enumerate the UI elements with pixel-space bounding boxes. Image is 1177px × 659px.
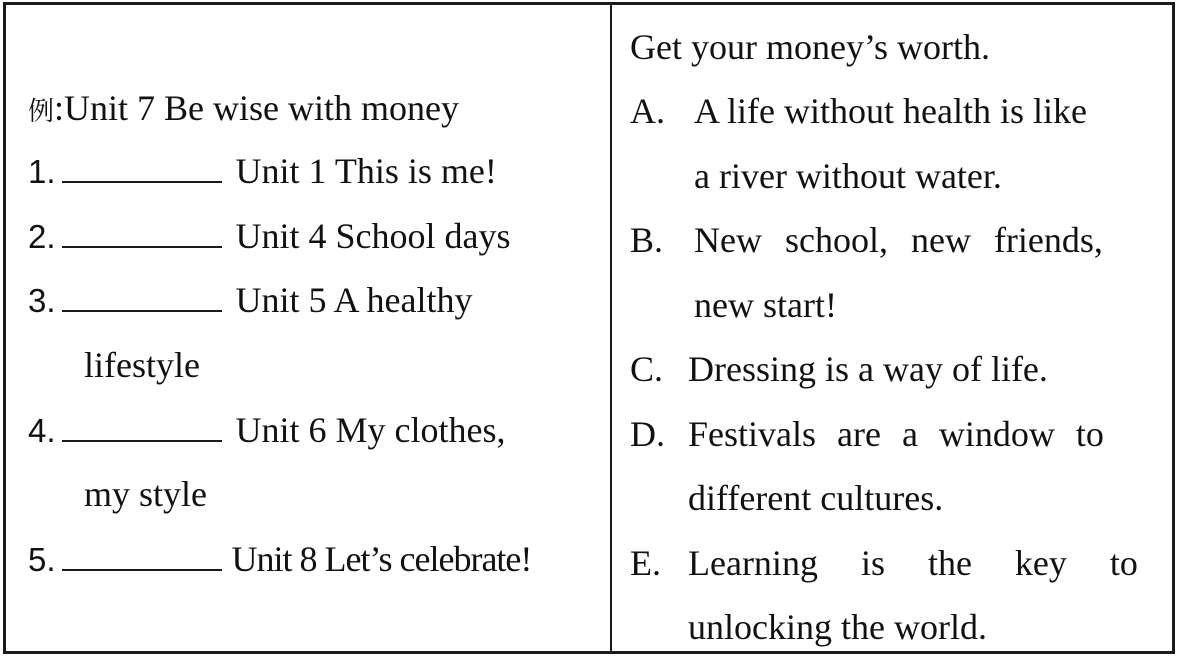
answer-blank-5[interactable] <box>62 539 222 571</box>
option-text: A life without health is like <box>694 91 1087 131</box>
item-number: 1. <box>28 153 56 190</box>
item-row-2 <box>28 216 511 257</box>
example-unit: Unit 7 Be wise with money <box>64 88 459 128</box>
item-row-4 <box>28 410 506 451</box>
option-c <box>630 349 1048 389</box>
item-unit-text: Unit 6 My clothes, <box>235 410 506 450</box>
example-mark: 例 <box>28 97 55 127</box>
item-unit-text: Unit 8 Let’s celebrate! <box>231 539 532 579</box>
item-row-3 <box>28 280 473 321</box>
option-text: Festivals are a window to <box>688 414 1104 454</box>
column-divider <box>610 5 612 651</box>
item-unit-text: Unit 1 This is me! <box>235 151 497 191</box>
option-text: New school, new friends, <box>694 220 1103 260</box>
answer-blank-4[interactable] <box>62 410 222 442</box>
example-row <box>28 88 459 132</box>
answer-blank-3[interactable] <box>62 280 222 312</box>
option-d <box>630 414 1104 454</box>
option-continuation: unlocking the world. <box>688 607 987 647</box>
option-e <box>630 543 1138 583</box>
item-number: 5. <box>28 541 56 578</box>
answer-blank-1[interactable] <box>62 151 222 183</box>
item-unit-continuation: lifestyle <box>84 345 200 385</box>
option-b <box>630 220 1164 260</box>
option-text: Learning is the key to <box>688 543 1138 583</box>
item-unit-text: Unit 4 School days <box>235 216 511 256</box>
item-unit-text: Unit 5 A healthy <box>235 280 473 320</box>
option-letter: A. <box>630 91 665 131</box>
option-a <box>630 91 1087 131</box>
option-continuation: new start! <box>694 285 837 325</box>
item-row-1 <box>28 151 497 192</box>
example-colon: : <box>54 88 65 128</box>
option-letter: E. <box>630 543 661 583</box>
option-letter: B. <box>630 220 664 260</box>
option-letter: C. <box>630 349 664 389</box>
option-text: Dressing is a way of life. <box>688 349 1048 389</box>
matching-table <box>3 2 1175 654</box>
item-number: 3. <box>28 282 56 319</box>
option-continuation: a river without water. <box>694 156 1002 196</box>
item-unit-continuation: my style <box>84 474 207 514</box>
item-number: 4. <box>28 412 56 449</box>
option-letter: D. <box>630 414 665 454</box>
answer-blank-2[interactable] <box>62 216 222 248</box>
item-row-5 <box>28 539 531 580</box>
option-continuation: different cultures. <box>688 478 944 518</box>
item-number: 2. <box>28 218 56 255</box>
example-answer: Get your money’s worth. <box>630 27 990 67</box>
